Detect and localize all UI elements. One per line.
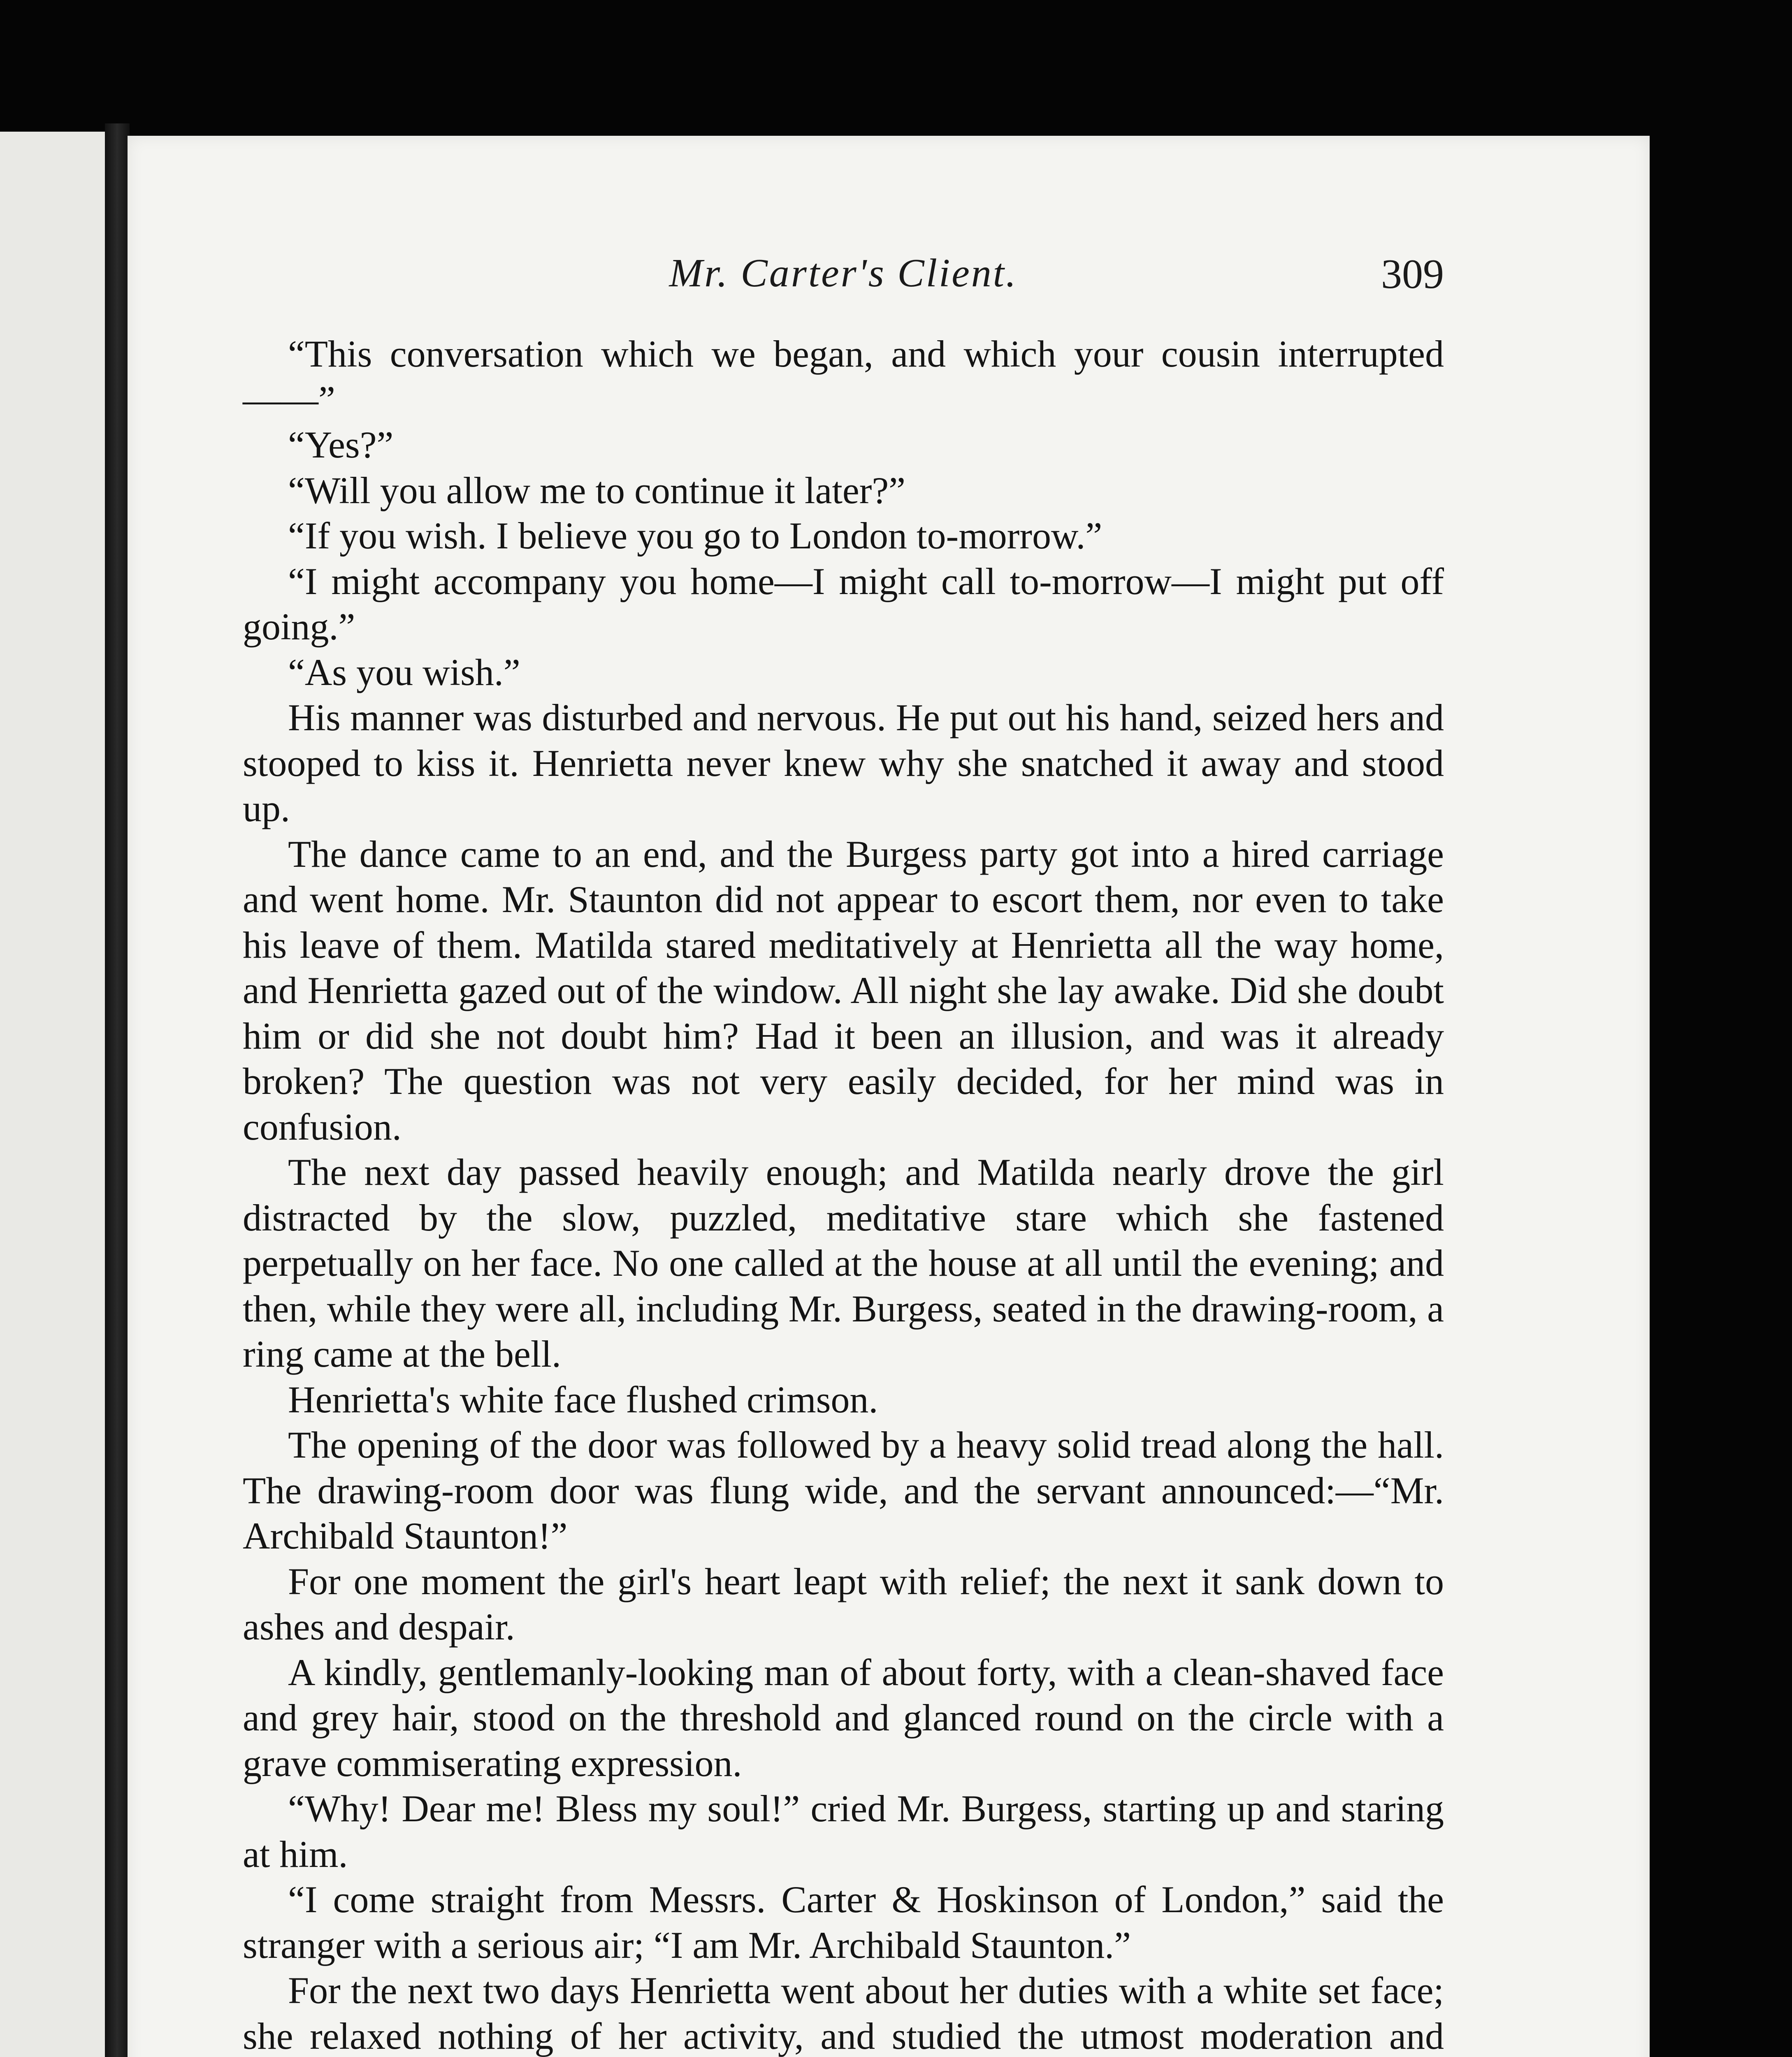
book-gutter [105,123,130,2057]
paragraph: “As you wish.” [288,651,520,693]
paragraph: Henrietta's white face flushed crimson. [288,1378,878,1421]
body-text [243,331,1444,2057]
paragraph: “Yes?” [288,424,394,466]
running-head: Mr. Carter's Client. [669,251,1018,295]
paragraph: For the next two days Henrietta went about her duties with a white set face; she relaxed nothing of her activity, and studied the utmost moderation and [243,1969,1444,2057]
paragraph: “If you wish. I believe you go to London to-morrow.” [288,515,1103,557]
page-header [243,250,1444,304]
page-number: 309 [1381,251,1444,297]
paragraph: “This conversation which we began, and which your cousin interrupted——” [243,333,1444,420]
paragraph: His manner was disturbed and nervous. He put out his hand, seized hers and stooped to kiss it. Henrietta never knew why she snatched it away and stood up. [243,697,1444,829]
paragraph: “I might accompany you home—I might call to-morrow—I might put off going.” [243,560,1444,648]
paragraph: The next day passed heavily enough; and Matilda nearly drove the girl distracted by the slow, puzzled, meditative stare which she fastened perpetually on her face. No one called at the house at all until the evening; and then, while they were all, including Mr. Burgess, seated in the drawing-room, a ring came at the bell. [243,1151,1444,1375]
paragraph: A kindly, gentlemanly-looking man of about forty, with a clean-shaved face and grey hair, stood on the threshold and glanced round on the circle with a grave commiserating expression. [243,1651,1444,1784]
paragraph: The dance came to an end, and the Burgess party got into a hired carriage and went home. Mr. Staunton did not appear to escort them, nor even to take his leave of them. Matilda stared meditatively at Henrietta all the way home, and Henrietta gazed out of the window. All night she lay awake. Did she doubt him or did she not doubt him? Had it been an illusion, and was it already broken? The question was not very easily decided, for her mind was in confusion. [243,833,1444,1148]
paragraph: The opening of the door was followed by a heavy solid tread along the hall. The drawing-room door was flung wide, and the servant announced:—“Mr. Archibald Staunton!” [243,1424,1444,1557]
left-page-edge [0,132,105,2057]
paragraph: “I come straight from Messrs. Carter & Hoskinson of London,” said the stranger with a serious air; “I am Mr. Archibald Staunton.” [243,1878,1444,1966]
paragraph: For one moment the girl's heart leapt with relief; the next it sank down to ashes and despair. [243,1560,1444,1648]
paragraph: “Why! Dear me! Bless my soul!” cried Mr. Burgess, starting up and staring at him. [243,1788,1444,1875]
paragraph: “Will you allow me to continue it later?” [288,469,906,511]
